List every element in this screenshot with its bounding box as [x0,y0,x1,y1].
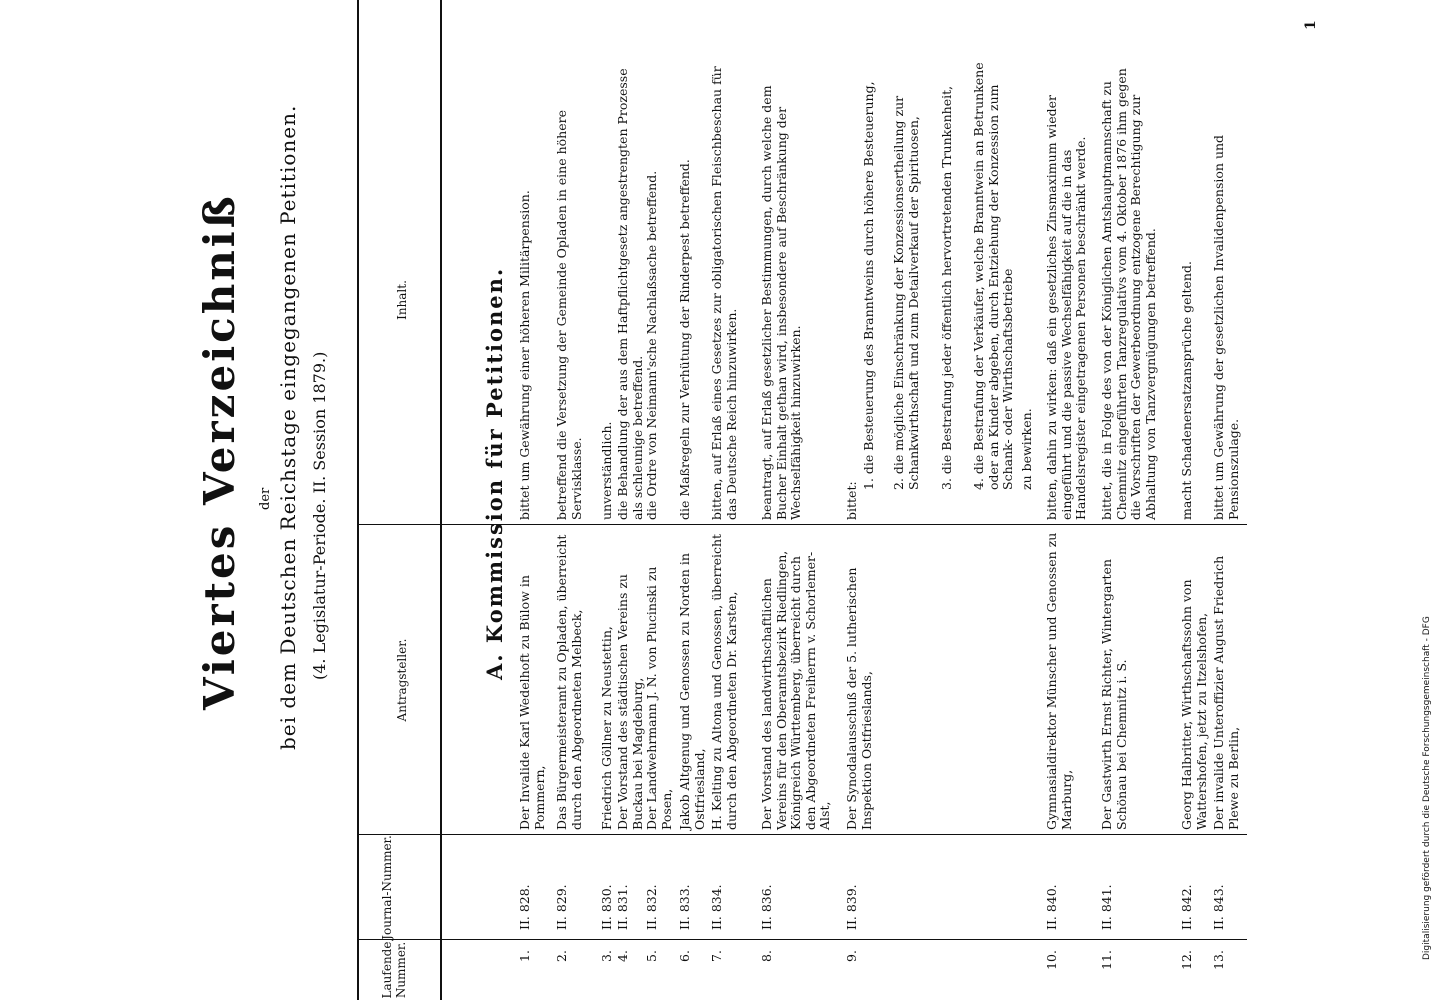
petition-content: bittet, die in Folge des von der Königlichen Amtshauptmannschaft zu Chemnitz eingeführten Tanzregulativs vom 4. Oktober 1876 ihm gegen die Vorschriften der Gewerbeordnung entzogene Berechtigung zur Abhaltung von Tanzvergnügungen betreffend. [1099,68,1158,520]
row-number: 11. [1099,950,1114,970]
petition-content: beantragt, auf Erlaß gesetzlicher Bestimmungen, durch welche dem Bucher Einhalt gethan wird, insbesondere auf Beschränkung der Wechselfähigkeit hinzuwirken. [759,85,803,520]
petitioner: Gymnasialdirektor Münscher und Genossen zu Marburg, [1044,532,1074,830]
row9-item: 1. die Besteuerung des Branntweins durch höhere Besteuerung, [861,81,876,490]
petitioner: Friedrich Göllner zu Neustettin, [599,626,614,830]
petition-content: die Maßregeln zur Verhütung der Rinderpest betreffend. [677,159,692,520]
column-divider [867,524,1247,525]
petition-content: die Ordre von Neimann'sche Nachlaßsache betreffend. [644,170,659,520]
header-journal-nummer: Journal-Nummer. [380,835,394,940]
header-antragsteller: Antragsteller. [395,638,409,722]
row9-item: 3. die Bestrafung jeder öffentlich hervortretenden Trunkenheit, [939,85,954,490]
petition-content: unverständlich. [599,421,614,520]
row-number: 4. [615,950,630,962]
row-number: 9. [844,950,859,962]
header-inhalt: Inhalt. [395,280,409,320]
journal-number: II. 828. [517,884,532,930]
row-number: 1. [517,950,532,962]
dfg-side-note-text: Digitalisierung gefördert durch die Deutsche Forschungsgemeinschaft - DFG [1422,616,1432,960]
petition-content: die Behandlung der aus dem Haftpflichtgesetz angestrengten Prozesse als schleunige betreffend. [615,68,645,520]
column-divider [867,939,1247,940]
row-number: 5. [644,950,659,962]
petitioner: Georg Halbritter, Wirthschaftssohn von Wattershofen, jetzt zu Itzelshofen, [1179,579,1209,830]
header-laufende-nummer: Laufende Nummer. [380,941,408,999]
document-title: Viertes Verzeichniß [195,193,244,710]
journal-number: II. 829. [554,884,569,930]
petition-content: bittet um Gewährung der gesetzlichen Invalidenpension und Pensionszulage. [1211,134,1241,520]
page-number: 1 [1303,20,1319,30]
petitioner: Das Bürgermeisteramt zu Opladen, überreicht durch den Abgeordneten Melbeck, [554,534,584,830]
journal-number: II. 831. [615,884,630,930]
journal-number: II. 832. [644,884,659,930]
petition-content: bittet: [844,481,859,520]
petitioner: Jakob Altgenug und Genossen zu Norden in Ostfriesland, [677,553,707,830]
row-number: 2. [554,950,569,962]
row-number: 12. [1179,950,1194,970]
session-period: (4. Legislatur-Periode. II. Session 1879.) [310,351,329,680]
petitioner: Der Vorstand des städtischen Vereins zu Buckau bei Magdeburg, [615,574,645,830]
petition-content: bitten, dahin zu wirken: daß ein gesetzliches Zinsmaximum wieder eingeführt und die passive Wechselfähigkeit auf die in das Handelsregister eingetragenen Personen beschränkt werde. [1044,94,1088,520]
row9-item: 4. die Bestrafung der Verkäufer, welche Branntwein an Betrunkene oder an Kinder abgeben, durch Entziehung der Konzession zum Schank- oder Wirthschaftsbetriebe [971,62,1015,490]
document-subtitle: bei dem Deutschen Reichstage eingegangenen Petitionen. [276,104,300,750]
journal-number: II. 830. [599,884,614,930]
row-number: 10. [1044,950,1059,970]
journal-number: II. 842. [1179,884,1194,930]
table-top-rule [357,0,359,1000]
column-divider [357,834,867,835]
row-number: 8. [759,950,774,962]
petitioner: Der invalide Unteroffizier August Friedrich Plewe zu Berlin, [1211,555,1241,830]
column-divider [357,524,867,525]
row9-item: 2. die mögliche Einschränkung der Konzessionsertheilung zur Schankwirthschaft und zum Detailverkauf der Spirituosen, [891,95,921,490]
table-header-rule [440,0,442,1000]
petitioner: Der Vorstand des landwirthschaftlichen Vereins für den Oberamtsbezirk Riedlingen, Königreich Württemberg, überreicht durch den Abgeordneten Freiherrn v. Schorlemer-Alst, [759,550,832,830]
dfg-side-note [1420,20,1432,980]
petition-content: bittet um Gewährung einer höheren Militärpension. [517,190,532,520]
section-heading: A. Kommission für Petitionen. [482,266,507,680]
journal-number: II. 841. [1099,884,1114,930]
petition-content: bitten, auf Erlaß eines Gesetzes zur obligatorischen Fleischbeschau für das Deutsche Reich hinzuwirken. [709,66,739,520]
column-divider [867,834,1247,835]
petitioner: Der Invalide Karl Wedelhoft zu Bülow in Pommern, [517,575,547,830]
title-connector: der [258,487,273,510]
column-divider [357,939,867,940]
journal-number: II. 843. [1211,884,1226,930]
petitioner: Der Landwehrmann J. N. von Plucinski zu Posen, [644,566,674,830]
journal-number: II. 834. [709,884,724,930]
row-number: 3. [599,950,614,962]
row-number: 7. [709,950,724,962]
row-number: 13. [1211,950,1226,970]
petition-content: betreffend die Versetzung der Gemeinde Opladen in eine höhere Servisklasse. [554,110,584,520]
row9-item: zu bewirken. [1019,408,1034,490]
petitioner: Der Gastwirth Ernst Richter, Wintergarten Schönau bei Chemnitz i. S. [1099,559,1129,830]
journal-number: II. 839. [844,884,859,930]
journal-number: II. 836. [759,884,774,930]
journal-number: II. 840. [1044,884,1059,930]
journal-number: II. 833. [677,884,692,930]
petition-content: macht Schadenersatzansprüche geltend. [1179,261,1194,520]
petitioner: Der Synodalausschuß der 5. lutherischen Inspektion Ostfrieslands, [844,567,874,830]
row-number: 6. [677,950,692,962]
petitioner: H. Kelting zu Altona und Genossen, überreicht durch den Abgeordneten Dr. Karsten, [709,533,739,830]
